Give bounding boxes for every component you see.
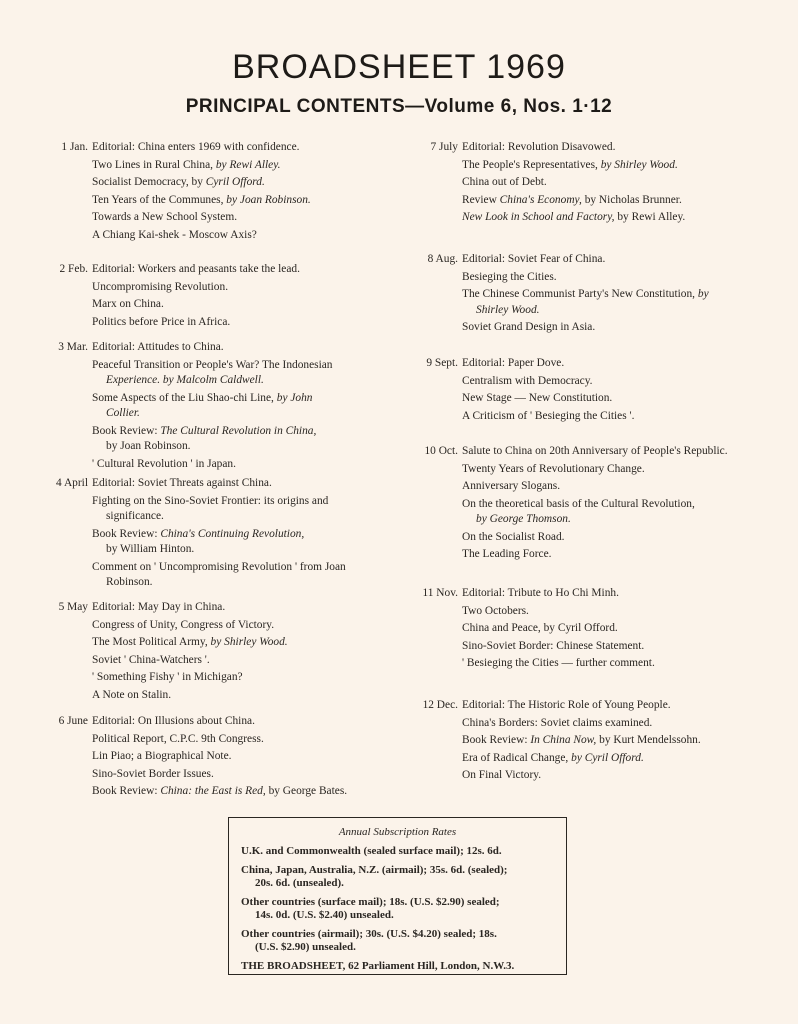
article-line: China out of Debt. bbox=[462, 176, 547, 188]
article-line: ' Something Fishy ' in Michigan? bbox=[92, 671, 243, 683]
article-line: Era of Radical Change, by Cyril Offord. bbox=[462, 751, 644, 764]
article-line: A Criticism of ' Besieging the Cities '. bbox=[462, 409, 635, 422]
article-line: ' Cultural Revolution ' in Japan. bbox=[92, 457, 236, 470]
article-line: Book Review: In China Now, by Kurt Mendelssohn. bbox=[462, 734, 701, 746]
article-line: Book Review: The Cultural Revolution in China, by Joan Robinson. bbox=[92, 424, 317, 452]
article-line: The Most Political Army, by Shirley Wood. bbox=[92, 636, 288, 648]
month-entry-aug bbox=[400, 252, 770, 356]
article-line: Ten Years of the Communes, by Joan Robinson. bbox=[92, 193, 311, 206]
article-line: Uncompromising Revolution. bbox=[92, 280, 229, 293]
month-entry-dec bbox=[400, 698, 770, 784]
article-line: Socialist Democracy, by Cyril Offord. bbox=[92, 176, 265, 188]
article-line: Editorial: The Historic Role of Young People. bbox=[462, 699, 671, 711]
article-line: Soviet Grand Design in Asia. bbox=[462, 321, 596, 333]
article-line: Editorial: Soviet Fear of China. bbox=[462, 253, 606, 265]
article-line: Editorial: Revolution Disavowed. bbox=[462, 141, 616, 153]
contents-column-right bbox=[400, 140, 770, 786]
article-line: Editorial: Paper Dove. bbox=[462, 357, 565, 369]
subscription-rate: China, Japan, Australia, N.Z. (airmail); 35s. 6d. (sealed); 20s. 6d. (unsealed). bbox=[241, 864, 508, 889]
month-label: 10 Oct. bbox=[424, 445, 458, 457]
article-line: On Final Victory. bbox=[462, 769, 542, 781]
month-label: 9 Sept. bbox=[426, 357, 458, 369]
article-line: The Chinese Communist Party's New Constitution, by Shirley Wood. bbox=[462, 288, 709, 316]
article-line: New Look in School and Factory, by Rewi Alley. bbox=[462, 211, 686, 223]
month-label: 6 June bbox=[58, 715, 88, 727]
article-line: Fighting on the Sino-Soviet Frontier: its origins and significance. bbox=[92, 494, 329, 522]
article-line: Besieging the Cities. bbox=[462, 270, 557, 283]
article-line: Editorial: China enters 1969 with confidence. bbox=[92, 141, 300, 153]
article-line: Marx on China. bbox=[92, 298, 164, 310]
article-line: Book Review: China: the East is Red, by George Bates. bbox=[92, 785, 348, 797]
month-entry-jan bbox=[30, 140, 392, 262]
month-label: 12 Dec. bbox=[422, 699, 458, 711]
month-entry-april bbox=[30, 476, 392, 600]
month-label: 7 July bbox=[430, 141, 458, 153]
article-line: Editorial: Attitudes to China. bbox=[92, 341, 224, 353]
month-label: 3 Mar. bbox=[58, 341, 88, 353]
month-entry-sept bbox=[400, 356, 770, 444]
subscription-box bbox=[228, 817, 567, 975]
article-line: Two Lines in Rural China, by Rewi Alley. bbox=[92, 158, 281, 171]
article-line: Peaceful Transition or People's War? The Indonesian Experience. by Malcolm Caldwell. bbox=[92, 358, 333, 386]
month-label: 5 May bbox=[58, 601, 88, 613]
article-line: Salute to China on 20th Anniversary of People's Republic. bbox=[462, 445, 728, 457]
article-line: Politics before Price in Africa. bbox=[92, 315, 231, 328]
article-line: ' Besieging the Cities — further comment. bbox=[462, 657, 655, 669]
article-line: A Note on Stalin. bbox=[92, 688, 172, 701]
article-line: Anniversary Slogans. bbox=[462, 480, 561, 492]
page-subtitle: PRINCIPAL CONTENTS—Volume 6, Nos. 1·12 bbox=[185, 96, 613, 117]
month-entry-july bbox=[400, 140, 770, 252]
article-line: Some Aspects of the Liu Shao-chi Line, by John Collier. bbox=[92, 391, 313, 419]
publisher-address: THE BROADSHEET, 62 Parliament Hill, London, N.W.3. bbox=[241, 960, 515, 972]
article-line: China and Peace, by Cyril Offord. bbox=[462, 622, 618, 634]
month-label: 4 April bbox=[56, 477, 88, 489]
subscription-rate: Other countries (surface mail); 18s. (U.S. $2.90) sealed; 14s. 0d. (U.S. $2.40) unsealed. bbox=[241, 896, 500, 921]
article-line: Sino-Soviet Border Issues. bbox=[92, 767, 214, 780]
article-line: Editorial: May Day in China. bbox=[92, 601, 226, 613]
month-label: 2 Feb. bbox=[59, 263, 88, 275]
article-line: On the Socialist Road. bbox=[462, 530, 565, 543]
article-line: Comment on ' Uncompromising Revolution ' from Joan Robinson. bbox=[92, 560, 346, 588]
article-line: Twenty Years of Revolutionary Change. bbox=[462, 462, 645, 475]
article-line: Editorial: Tribute to Ho Chi Minh. bbox=[462, 587, 619, 599]
article-line: New Stage — New Constitution. bbox=[462, 392, 613, 404]
article-line: Book Review: China's Continuing Revolution, by William Hinton. bbox=[92, 527, 305, 555]
article-line: Editorial: On Illusions about China. bbox=[92, 715, 255, 727]
month-entry-may bbox=[30, 600, 392, 714]
month-entry-oct bbox=[400, 444, 770, 586]
article-line: Lin Piao; a Biographical Note. bbox=[92, 750, 232, 762]
article-line: China's Borders: Soviet claims examined. bbox=[462, 716, 653, 729]
article-line: A Chiang Kai-shek - Moscow Axis? bbox=[92, 228, 257, 241]
article-line: Towards a New School System. bbox=[92, 211, 238, 223]
month-entry-mar bbox=[30, 340, 392, 476]
article-line: Sino-Soviet Border: Chinese Statement. bbox=[462, 639, 645, 652]
month-entry-nov bbox=[400, 586, 770, 698]
month-label: 8 Aug. bbox=[427, 253, 458, 265]
article-line: The Leading Force. bbox=[462, 548, 552, 560]
page-title: BROADSHEET 1969 bbox=[232, 48, 566, 86]
subscription-rate: U.K. and Commonwealth (sealed surface mail); 12s. 6d. bbox=[241, 845, 502, 857]
month-label: 1 Jan. bbox=[61, 141, 88, 153]
contents-column-left bbox=[30, 140, 392, 802]
article-line: Soviet ' China-Watchers '. bbox=[92, 653, 210, 666]
article-line: Congress of Unity, Congress of Victory. bbox=[92, 618, 275, 631]
article-line: Editorial: Soviet Threats against China. bbox=[92, 477, 272, 489]
article-line: Two Octobers. bbox=[462, 604, 529, 617]
article-line: The People's Representatives, by Shirley Wood. bbox=[462, 158, 678, 171]
article-line: Centralism with Democracy. bbox=[462, 374, 593, 387]
article-line: Political Report, C.P.C. 9th Congress. bbox=[92, 732, 264, 745]
article-line: Review China's Economy, by Nicholas Brunner. bbox=[462, 193, 682, 206]
subscription-title: Annual Subscription Rates bbox=[338, 826, 457, 838]
article-line: Editorial: Workers and peasants take the lead. bbox=[92, 263, 300, 275]
month-label: 11 Nov. bbox=[422, 587, 458, 599]
article-line: On the theoretical basis of the Cultural Revolution, by George Thomson. bbox=[462, 497, 695, 525]
month-entry-feb bbox=[30, 262, 392, 340]
month-entry-june bbox=[30, 714, 392, 800]
subscription-rate: Other countries (airmail); 30s. (U.S. $4.20) sealed; 18s. (U.S. $2.90) unsealed. bbox=[241, 928, 497, 953]
